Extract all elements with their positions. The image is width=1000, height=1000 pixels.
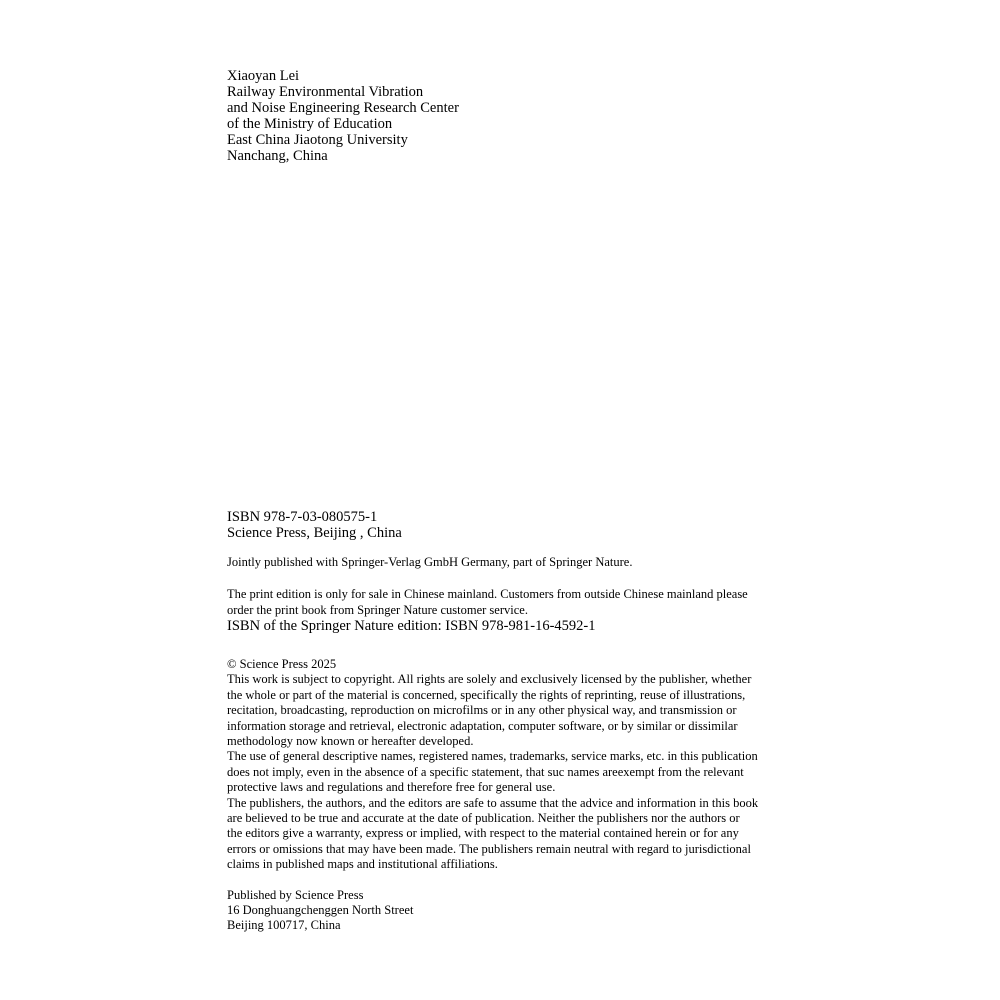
print-edition-notice (227, 587, 767, 634)
affiliation-line: of the Ministry of Education (227, 116, 393, 132)
isbn-publisher: Science Press, Beijing , China (227, 525, 402, 541)
trademark-text-line: does not imply, even in the absence of a specific statement, that suc names areexempt from the relevant (227, 764, 744, 779)
copyright-text-line: methodology now known or hereafter developed. (227, 734, 474, 749)
print-notice-line: order the print book from Springer Nature customer service. (227, 602, 528, 617)
copyright-notice: © Science Press 2025 (227, 657, 337, 671)
copyright-text-line: This work is subject to copyright. All rights are solely and exclusively licensed by the publisher, whether (227, 672, 752, 687)
affiliation-line: Railway Environmental Vibration (227, 84, 424, 100)
publisher-address (227, 888, 767, 933)
disclaimer-text-line: the editors give a warranty, express or implied, with respect to the material contained herein or for any (227, 826, 739, 841)
springer-isbn: ISBN of the Springer Nature edition: ISBN 978-981-16-4592-1 (227, 618, 596, 634)
copyright-section (227, 657, 767, 873)
disclaimer-text-line: The publishers, the authors, and the editors are safe to assume that the advice and information in this book (227, 795, 759, 810)
print-notice-line: The print edition is only for sale in Chinese mainland. Customers from outside Chinese mainland please (227, 587, 748, 601)
joint-publication-notice (227, 555, 767, 571)
affiliation-line: East China Jiaotong University (227, 132, 408, 148)
author-affiliation (227, 68, 767, 164)
trademark-text-line: The use of general descriptive names, registered names, trademarks, service marks, etc. in this publication (227, 749, 758, 764)
publisher-street: 16 Donghuangchenggen North Street (227, 903, 414, 917)
disclaimer-text-line: are believed to be true and accurate at the date of publication. Neither the publishers nor the authors or (227, 811, 740, 826)
author-name: Xiaoyan Lei (227, 68, 300, 84)
joint-publication-text: Jointly published with Springer-Verlag GmbH Germany, part of Springer Nature. (227, 555, 633, 569)
disclaimer-text-line: claims in published maps and institutional affiliations. (227, 857, 498, 872)
disclaimer-text-line: errors or omissions that may have been made. The publishers remain neutral with regard to jurisdictional (227, 841, 751, 856)
copyright-text-line: the whole or part of the material is concerned, specifically the rights of reprinting, reuse of illustrations, (227, 687, 746, 702)
affiliation-location: Nanchang, China (227, 148, 328, 164)
copyright-text-line: recitation, broadcasting, reproduction on microfilms or in any other physical way, and transmission or (227, 703, 737, 718)
publisher-name: Published by Science Press (227, 888, 364, 902)
isbn-section (227, 509, 767, 541)
isbn-number: ISBN 978-7-03-080575-1 (227, 509, 378, 525)
affiliation-line: and Noise Engineering Research Center (227, 100, 459, 116)
publisher-city: Beijing 100717, China (227, 918, 341, 932)
trademark-text-line: protective laws and regulations and therefore free for general use. (227, 780, 556, 795)
copyright-text-line: information storage and retrieval, electronic adaptation, computer software, or by similar or dissimilar (227, 718, 738, 733)
